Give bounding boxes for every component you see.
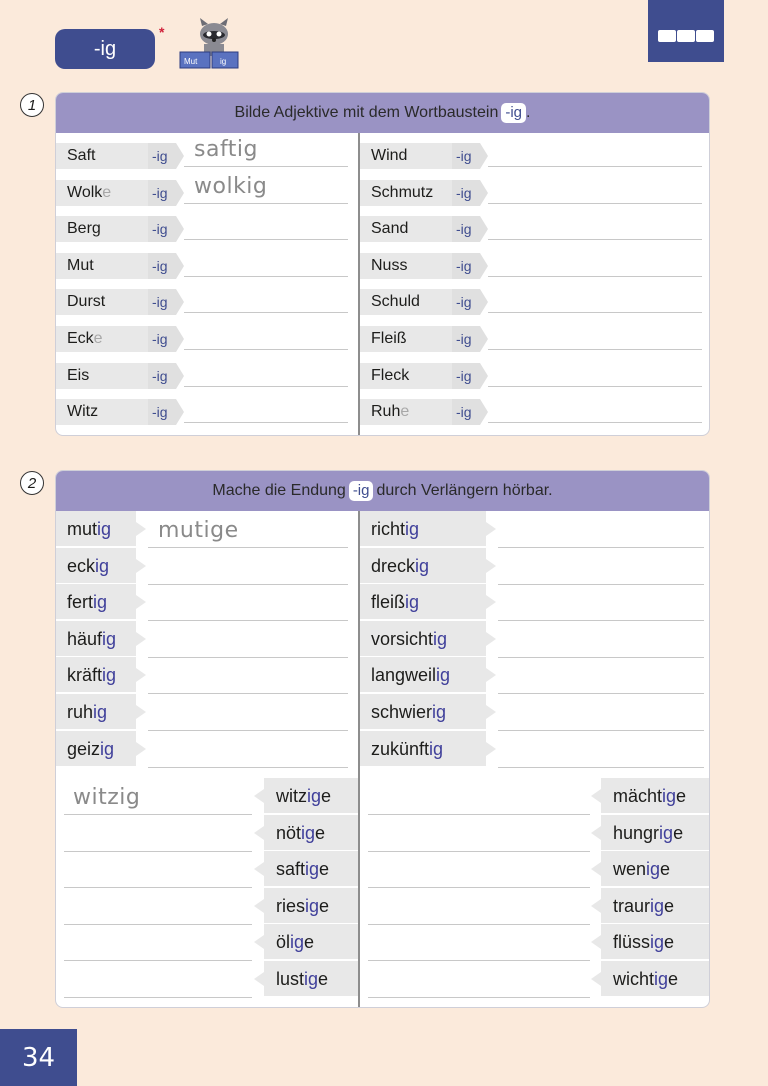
- word-stem: [360, 731, 486, 767]
- answer-line[interactable]: [64, 851, 252, 852]
- word-form: [264, 778, 358, 814]
- suffix-tag: -ig: [148, 289, 176, 315]
- stem-tail: e: [102, 183, 112, 201]
- stem-text: Wind: [371, 147, 408, 164]
- exercise2-instruction: [56, 471, 709, 511]
- answer-line[interactable]: [488, 239, 702, 240]
- ending-text: ig: [432, 702, 447, 722]
- word-row: [56, 285, 348, 319]
- stem-text: vorsicht: [371, 628, 434, 649]
- stem-text: Durst: [67, 293, 106, 311]
- handwritten-answer: saftig: [194, 137, 259, 162]
- suffix-tag: -ig: [148, 326, 176, 352]
- stem-text: ruh: [67, 702, 94, 722]
- suffix-chip: -ig: [501, 103, 526, 123]
- stem-text: wen: [613, 859, 647, 880]
- ending-tail: e: [304, 932, 315, 953]
- word-stem: [360, 180, 452, 206]
- mascot-label-left: Mut: [184, 57, 198, 66]
- stem-text: Ruh: [371, 403, 401, 421]
- suffix-tag: -ig: [452, 326, 480, 352]
- answer-line[interactable]: [184, 276, 348, 277]
- answer-line[interactable]: [148, 620, 348, 621]
- answer-line[interactable]: [64, 887, 252, 888]
- word-form: [601, 888, 709, 924]
- stem-tail: e: [93, 330, 103, 347]
- word-stem: [360, 584, 486, 620]
- exercise-number-2: 2: [20, 471, 44, 495]
- stem-text: eck: [67, 555, 96, 576]
- word-form: [264, 961, 358, 997]
- ending-text: ig: [301, 822, 316, 843]
- ending-text: ig: [436, 665, 451, 686]
- word-row: [360, 359, 702, 393]
- ending-text: ig: [97, 519, 112, 539]
- suffix-tag: -ig: [452, 216, 480, 242]
- word-stem: [56, 511, 136, 547]
- word-stem: [56, 216, 148, 242]
- answer-line[interactable]: [148, 767, 348, 768]
- word-row: [56, 173, 348, 210]
- answer-line[interactable]: [498, 767, 704, 768]
- answer-line[interactable]: [64, 997, 252, 998]
- answer-line[interactable]: [148, 657, 348, 658]
- stem-text: Mut: [67, 256, 94, 274]
- ending-tail: e: [660, 859, 671, 880]
- stem-text: Witz: [67, 403, 99, 421]
- ending-text: ig: [102, 665, 117, 686]
- suffix-tag: -ig: [148, 253, 176, 279]
- topic-label: -ig: [55, 29, 155, 69]
- answer-line[interactable]: [498, 657, 704, 658]
- word-row: [56, 212, 348, 246]
- stem-text: schwier: [371, 702, 433, 722]
- word-form: [264, 851, 358, 887]
- stem-text: Sand: [371, 220, 409, 238]
- stem-text: dreck: [371, 555, 416, 576]
- answer-line[interactable]: [498, 693, 704, 694]
- ending-text: ig: [305, 859, 320, 880]
- answer-line[interactable]: [184, 312, 348, 313]
- answer-line[interactable]: [148, 547, 348, 548]
- word-row: [56, 322, 348, 356]
- corner-level-tab: [648, 0, 724, 62]
- stem-text: langweil: [371, 665, 437, 686]
- stem-text: richt: [371, 519, 406, 539]
- answer-line[interactable]: [184, 239, 348, 240]
- answer-line[interactable]: [184, 203, 348, 204]
- handwritten-answer: wolkig: [194, 173, 268, 199]
- answer-line[interactable]: [368, 997, 590, 998]
- word-stem: [56, 363, 148, 389]
- suffix-chip: -ig: [349, 481, 374, 501]
- word-form: [264, 924, 358, 960]
- ending-text: ig: [654, 969, 669, 989]
- stem-text: Wolk: [67, 183, 103, 201]
- answer-line[interactable]: [498, 584, 704, 585]
- word-row: [56, 249, 348, 283]
- answer-line[interactable]: [368, 887, 590, 888]
- word-stem: [360, 363, 452, 389]
- asterisk-mark: *: [159, 24, 165, 40]
- stem-text: fert: [67, 592, 94, 613]
- page-number: 34: [0, 1029, 77, 1086]
- exercise-number-1: 1: [20, 93, 44, 117]
- answer-line[interactable]: [184, 386, 348, 387]
- ending-tail: e: [319, 859, 330, 880]
- answer-line[interactable]: [368, 960, 590, 961]
- answer-line[interactable]: [184, 166, 348, 167]
- ending-tail: e: [321, 786, 332, 806]
- instruction-text-end: durch Verlängern hörbar.: [376, 482, 553, 499]
- word-stem: [56, 548, 136, 584]
- answer-line[interactable]: [488, 349, 702, 350]
- mascot-label-right: ig: [220, 57, 227, 66]
- ending-text: ig: [405, 592, 420, 613]
- word-stem: [56, 143, 148, 169]
- stem-text: traur: [613, 895, 651, 916]
- ending-text: ig: [405, 519, 420, 539]
- answer-line[interactable]: [368, 814, 590, 815]
- answer-line[interactable]: [488, 276, 702, 277]
- ending-tail: e: [676, 786, 687, 806]
- suffix-tag: -ig: [148, 363, 176, 389]
- ending-tail: e: [673, 822, 684, 843]
- answer-line[interactable]: [64, 960, 252, 961]
- suffix-tag: -ig: [148, 143, 176, 169]
- stem-text: Fleiß: [371, 330, 407, 347]
- ending-tail: e: [319, 895, 330, 916]
- suffix-tag: -ig: [452, 143, 480, 169]
- word-row: [360, 176, 702, 210]
- ending-tail: e: [664, 932, 675, 953]
- ending-text: ig: [433, 628, 448, 649]
- stem-text: Berg: [67, 220, 101, 238]
- answer-line[interactable]: [64, 814, 252, 815]
- ending-tail: e: [664, 895, 675, 916]
- word-row: [56, 359, 348, 393]
- word-stem: [56, 657, 136, 693]
- ending-text: ig: [415, 555, 430, 576]
- word-row: [360, 285, 702, 319]
- suffix-tag: -ig: [148, 399, 176, 425]
- stem-text: Schmutz: [371, 183, 434, 201]
- ending-text: ig: [102, 628, 117, 649]
- suffix-tag: -ig: [452, 180, 480, 206]
- ending-text: ig: [429, 738, 444, 759]
- stem-text: mächt: [613, 786, 663, 806]
- word-stem: [56, 621, 136, 657]
- stem-text: mut: [67, 519, 98, 539]
- answer-line[interactable]: [148, 584, 348, 585]
- ending-text: ig: [290, 932, 305, 953]
- word-stem: [360, 511, 486, 547]
- suffix-tag: -ig: [452, 253, 480, 279]
- stem-text: Schuld: [371, 293, 420, 311]
- answer-line[interactable]: [488, 166, 702, 167]
- stem-text: öl: [276, 932, 291, 953]
- word-stem: [360, 694, 486, 730]
- stem-text: nöt: [276, 822, 302, 843]
- exercise1-instruction: [56, 93, 709, 133]
- handwritten-answer: mutige: [158, 518, 239, 543]
- answer-line[interactable]: [498, 620, 704, 621]
- answer-line[interactable]: [184, 349, 348, 350]
- word-form: [264, 815, 358, 851]
- stem-text: häuf: [67, 628, 103, 649]
- word-stem: [56, 731, 136, 767]
- word-row: [56, 395, 348, 429]
- word-stem: [360, 253, 452, 279]
- stem-text: lust: [276, 969, 305, 989]
- word-row: [360, 139, 702, 173]
- word-form: [601, 815, 709, 851]
- word-stem: [56, 289, 148, 315]
- ending-text: ig: [307, 786, 322, 806]
- answer-line[interactable]: [488, 422, 702, 423]
- stem-text: Eck: [67, 330, 94, 347]
- word-row: [360, 212, 702, 246]
- word-stem: [360, 548, 486, 584]
- word-stem: [56, 584, 136, 620]
- stem-text: kräft: [67, 665, 103, 686]
- answer-line[interactable]: [148, 693, 348, 694]
- raccoon-mascot-icon: [176, 18, 248, 70]
- word-stem: [56, 399, 148, 425]
- word-stem: [360, 289, 452, 315]
- ending-tail: e: [318, 969, 329, 989]
- word-form: [601, 851, 709, 887]
- word-row: [56, 139, 348, 173]
- answer-line[interactable]: [368, 851, 590, 852]
- word-stem: [56, 326, 148, 352]
- stem-text: saft: [276, 859, 306, 880]
- stem-text: wicht: [613, 969, 655, 989]
- stem-text: fleiß: [371, 592, 406, 613]
- ending-text: ig: [93, 592, 108, 613]
- ending-text: ig: [305, 895, 320, 916]
- ending-tail: e: [668, 969, 679, 989]
- level-bar-icon: [696, 30, 714, 42]
- word-stem: [56, 694, 136, 730]
- stem-text: geiz: [67, 738, 101, 759]
- answer-line[interactable]: [148, 730, 348, 731]
- stem-text: Eis: [67, 366, 90, 384]
- stem-text: Nuss: [371, 256, 408, 274]
- exercise2-panel: [55, 470, 710, 1008]
- ending-text: ig: [304, 969, 319, 989]
- stem-text: flüss: [613, 932, 651, 953]
- word-stem: [360, 399, 452, 425]
- suffix-tag: -ig: [148, 216, 176, 242]
- stem-text: Fleck: [371, 366, 410, 384]
- word-row: [360, 322, 702, 356]
- ending-tail: e: [315, 822, 326, 843]
- suffix-tag: -ig: [452, 363, 480, 389]
- word-stem: [360, 216, 452, 242]
- stem-text: witz: [276, 786, 307, 806]
- ending-text: ig: [662, 786, 677, 806]
- instruction-text: Bilde Adjektive mit dem Wortbaustein: [234, 104, 499, 121]
- word-form: [264, 888, 358, 924]
- stem-tail: e: [400, 403, 410, 421]
- suffix-tag: -ig: [452, 399, 480, 425]
- ending-text: ig: [93, 702, 108, 722]
- answer-line[interactable]: [64, 924, 252, 925]
- answer-line[interactable]: [488, 386, 702, 387]
- ending-text: ig: [650, 932, 665, 953]
- exercise1-panel: [55, 92, 710, 436]
- instruction-punct: .: [526, 104, 531, 121]
- word-stem: [360, 621, 486, 657]
- ending-text: ig: [100, 738, 115, 759]
- level-bar-icon: [677, 30, 695, 42]
- word-stem: [360, 326, 452, 352]
- word-form: [601, 961, 709, 997]
- answer-line[interactable]: [184, 422, 348, 423]
- suffix-tag: -ig: [148, 180, 176, 206]
- answer-line[interactable]: [488, 203, 702, 204]
- stem-text: zukünft: [371, 738, 430, 759]
- level-bar-icon: [658, 30, 676, 42]
- stem-text: hungr: [613, 822, 660, 843]
- suffix-tag: -ig: [452, 289, 480, 315]
- answer-line[interactable]: [498, 547, 704, 548]
- ending-text: ig: [659, 822, 674, 843]
- ending-text: ig: [650, 895, 665, 916]
- word-stem: [360, 143, 452, 169]
- ending-text: ig: [646, 859, 661, 880]
- stem-text: Saft: [67, 147, 96, 164]
- answer-line[interactable]: [368, 924, 590, 925]
- word-row: [360, 249, 702, 283]
- word-form: [601, 924, 709, 960]
- word-stem: [56, 180, 148, 206]
- word-form: [601, 778, 709, 814]
- answer-line[interactable]: [498, 730, 704, 731]
- handwritten-answer: witzig: [73, 785, 141, 810]
- stem-text: ries: [276, 895, 306, 916]
- word-stem: [56, 253, 148, 279]
- word-stem: [360, 657, 486, 693]
- instruction-text: Mache die Endung: [212, 482, 346, 499]
- ending-text: ig: [95, 555, 110, 576]
- word-row: [360, 395, 702, 429]
- answer-line[interactable]: [488, 312, 702, 313]
